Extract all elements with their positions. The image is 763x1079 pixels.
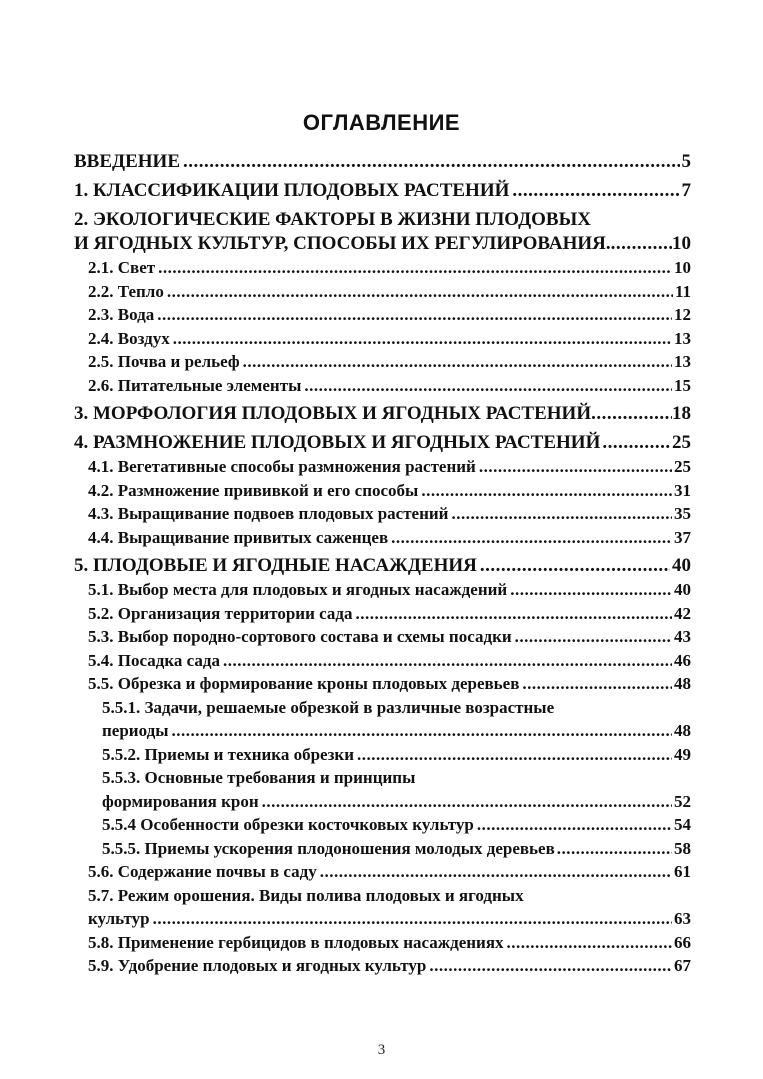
toc-entry-page: 35 bbox=[674, 504, 691, 523]
toc-entry-page: 31 bbox=[674, 480, 691, 500]
toc-entry-title: 2.1. Свет bbox=[88, 258, 156, 277]
toc-leader-dots bbox=[157, 303, 672, 327]
toc-entry-title: 2.5. Почва и рельеф bbox=[88, 352, 240, 371]
toc-entry-page: 10 bbox=[674, 258, 691, 277]
toc-entry-5-1[interactable] bbox=[74, 578, 691, 602]
toc-entry-chapter-3[interactable] bbox=[74, 402, 691, 426]
toc-entry-title: 5.5.5. Приемы ускорения плодоношения молодых деревьев bbox=[102, 838, 555, 858]
toc-entry-5-7[interactable] bbox=[74, 884, 691, 931]
toc-entry-page: 12 bbox=[674, 305, 691, 324]
toc-leader-dots bbox=[355, 602, 672, 626]
toc-entry-page: 40 bbox=[672, 555, 691, 576]
toc-leader-dots bbox=[320, 860, 672, 884]
toc-entry-4-3[interactable] bbox=[74, 502, 691, 526]
toc-entry-title: формирования крон bbox=[102, 791, 259, 811]
toc-entry-5-4[interactable] bbox=[74, 649, 691, 673]
toc-leader-dots bbox=[602, 431, 670, 455]
toc-entry-5-8[interactable] bbox=[74, 931, 691, 955]
page-number: 3 bbox=[377, 1042, 386, 1058]
toc-entry-title-line: 2. ЭКОЛОГИЧЕСКИЕ ФАКТОРЫ В ЖИЗНИ ПЛОДОВЫХ bbox=[74, 209, 591, 230]
toc-entry-page: 18 bbox=[672, 403, 691, 424]
toc-entry-4-1[interactable] bbox=[74, 455, 691, 479]
table-of-contents bbox=[74, 150, 691, 978]
toc-entry-title: культур bbox=[88, 909, 150, 928]
toc-entry-title-line: 5.7. Режим орошения. Виды полива плодовых и ягодных bbox=[88, 885, 524, 905]
toc-entry-title: 5.2. Организация территории сада bbox=[88, 603, 353, 623]
toc-entry-title: 2.3. Вода bbox=[88, 305, 155, 324]
toc-entry-title: 4.4. Выращивание привитых саженцев bbox=[88, 527, 389, 547]
toc-entry-page: 61 bbox=[674, 862, 691, 881]
toc-leader-dots bbox=[451, 502, 672, 526]
toc-entry-page: 25 bbox=[674, 457, 691, 476]
toc-entry-title: И ЯГОДНЫХ КУЛЬТУР, СПОСОБЫ ИХ РЕГУЛИРОВАНИЯ. bbox=[74, 233, 611, 254]
toc-entry-intro[interactable] bbox=[74, 150, 691, 174]
toc-leader-dots bbox=[223, 649, 672, 673]
toc-entry-title: 5.6. Содержание почвы в саду bbox=[88, 862, 317, 881]
toc-entry-title: 2.2. Тепло bbox=[88, 281, 164, 301]
toc-entry-page: 10 bbox=[672, 233, 691, 254]
toc-entry-title-line: 5.5.3. Основные требования и принципы bbox=[102, 768, 416, 787]
toc-entry-5-5[interactable] bbox=[74, 672, 691, 696]
toc-entry-title: 2.6. Питательные элементы bbox=[88, 375, 302, 395]
toc-entry-5-5-5[interactable] bbox=[74, 837, 691, 861]
toc-entry-5-5-4[interactable] bbox=[74, 813, 691, 837]
toc-entry-page: 7 bbox=[681, 180, 691, 201]
toc-leader-dots bbox=[515, 625, 672, 649]
toc-leader-dots bbox=[510, 578, 672, 602]
toc-entry-chapter-1[interactable] bbox=[74, 179, 691, 203]
toc-entry-chapter-5[interactable] bbox=[74, 554, 691, 578]
toc-leader-dots bbox=[480, 554, 670, 578]
toc-entry-title: 1. КЛАССИФИКАЦИИ ПЛОДОВЫХ РАСТЕНИЙ bbox=[74, 180, 510, 201]
toc-entry-page: 58 bbox=[674, 838, 691, 858]
toc-leader-dots bbox=[391, 526, 672, 550]
toc-leader-dots bbox=[153, 907, 672, 931]
toc-leader-dots bbox=[357, 743, 672, 767]
toc-entry-page: 40 bbox=[674, 580, 691, 599]
toc-leader-dots bbox=[262, 790, 672, 814]
toc-leader-dots bbox=[591, 402, 672, 426]
toc-entry-title: ВВЕДЕНИЕ bbox=[74, 151, 180, 172]
toc-entry-5-5-3[interactable] bbox=[74, 766, 691, 813]
toc-leader-dots bbox=[304, 374, 672, 398]
toc-entry-5-3[interactable] bbox=[74, 625, 691, 649]
toc-entry-page: 46 bbox=[674, 650, 691, 670]
toc-entry-title: периоды bbox=[102, 721, 169, 740]
toc-entry-page: 37 bbox=[674, 527, 691, 547]
toc-entry-2-6[interactable] bbox=[74, 374, 691, 398]
toc-entry-title: 4.1. Вегетативные способы размножения растений bbox=[88, 457, 476, 476]
toc-entry-title: 5.5.2. Приемы и техника обрезки bbox=[102, 744, 355, 764]
toc-entry-title: 5.1. Выбор места для плодовых и ягодных насаждений bbox=[88, 580, 508, 599]
toc-entry-2-1[interactable] bbox=[74, 256, 691, 280]
toc-entry-2-2[interactable] bbox=[74, 280, 691, 304]
toc-leader-dots bbox=[421, 479, 672, 503]
toc-entry-title: 5.4. Посадка сада bbox=[88, 650, 220, 670]
toc-entry-page: 66 bbox=[674, 932, 691, 952]
toc-entry-title: 2.4. Воздух bbox=[88, 328, 170, 348]
toc-leader-dots bbox=[158, 256, 672, 280]
toc-entry-2-3[interactable] bbox=[74, 303, 691, 327]
toc-entry-5-6[interactable] bbox=[74, 860, 691, 884]
toc-entry-page: 43 bbox=[674, 627, 691, 646]
toc-entry-page: 15 bbox=[674, 375, 691, 395]
toc-leader-dots bbox=[173, 327, 672, 351]
toc-entry-title: 5.9. Удобрение плодовых и ягодных культур bbox=[88, 956, 427, 975]
toc-leader-dots bbox=[171, 719, 672, 743]
toc-entry-page: 52 bbox=[674, 791, 691, 811]
toc-entry-title: 5. ПЛОДОВЫЕ И ЯГОДНЫЕ НАСАЖДЕНИЯ bbox=[74, 555, 477, 576]
toc-entry-title: 5.8. Применение гербицидов в плодовых насаждениях bbox=[88, 932, 504, 952]
toc-leader-dots bbox=[243, 350, 672, 374]
toc-entry-chapter-2[interactable] bbox=[74, 208, 691, 256]
toc-entry-title: 3. МОРФОЛОГИЯ ПЛОДОВЫХ И ЯГОДНЫХ РАСТЕНИЙ bbox=[74, 403, 592, 424]
toc-leader-dots bbox=[167, 280, 673, 304]
toc-entry-2-4[interactable] bbox=[74, 327, 691, 351]
toc-leader-dots bbox=[477, 813, 672, 837]
toc-leader-dots bbox=[183, 150, 680, 174]
toc-entry-title: 5.5.4 Особенности обрезки косточковых культур bbox=[102, 815, 474, 834]
toc-entry-page: 49 bbox=[674, 744, 691, 764]
toc-entry-page: 54 bbox=[674, 815, 691, 834]
page-title: ОГЛАВЛЕНИЕ bbox=[302, 110, 461, 135]
toc-leader-dots bbox=[429, 954, 672, 978]
toc-entry-title-line: 5.5.1. Задачи, решаемые обрезкой в различные возрастные bbox=[102, 697, 555, 717]
toc-entry-page: 11 bbox=[674, 281, 691, 301]
toc-entry-page: 25 bbox=[672, 432, 691, 453]
toc-entry-page: 63 bbox=[674, 909, 691, 928]
toc-entry-page: 13 bbox=[674, 328, 691, 348]
toc-entry-page: 13 bbox=[674, 352, 691, 371]
toc-entry-page: 42 bbox=[674, 603, 691, 623]
toc-entry-2-5[interactable] bbox=[74, 350, 691, 374]
toc-entry-page: 48 bbox=[674, 721, 691, 740]
toc-entry-5-5-1[interactable] bbox=[74, 696, 691, 743]
toc-leader-dots bbox=[611, 232, 672, 256]
toc-entry-chapter-4[interactable] bbox=[74, 431, 691, 455]
toc-entry-4-4[interactable] bbox=[74, 526, 691, 550]
toc-entry-4-2[interactable] bbox=[74, 479, 691, 503]
toc-entry-title: 4. РАЗМНОЖЕНИЕ ПЛОДОВЫХ И ЯГОДНЫХ РАСТЕНИЙ bbox=[74, 432, 601, 453]
toc-entry-page: 67 bbox=[674, 956, 691, 975]
toc-entry-5-2[interactable] bbox=[74, 602, 691, 626]
toc-leader-dots bbox=[522, 672, 672, 696]
toc-entry-title: 5.5. Обрезка и формирование кроны плодовых деревьев bbox=[88, 674, 520, 693]
toc-entry-title: 5.3. Выбор породно-сортового состава и схемы посадки bbox=[88, 627, 512, 646]
toc-entry-title: 4.2. Размножение прививкой и его способы bbox=[88, 480, 419, 500]
toc-entry-title: 4.3. Выращивание подвоев плодовых растений bbox=[88, 504, 449, 523]
toc-leader-dots bbox=[557, 837, 672, 861]
toc-entry-5-9[interactable] bbox=[74, 954, 691, 978]
toc-leader-dots bbox=[479, 455, 672, 479]
toc-leader-dots bbox=[507, 931, 672, 955]
toc-leader-dots bbox=[512, 179, 679, 203]
toc-entry-page: 48 bbox=[674, 674, 691, 693]
toc-entry-page: 5 bbox=[681, 151, 691, 172]
toc-entry-5-5-2[interactable] bbox=[74, 743, 691, 767]
